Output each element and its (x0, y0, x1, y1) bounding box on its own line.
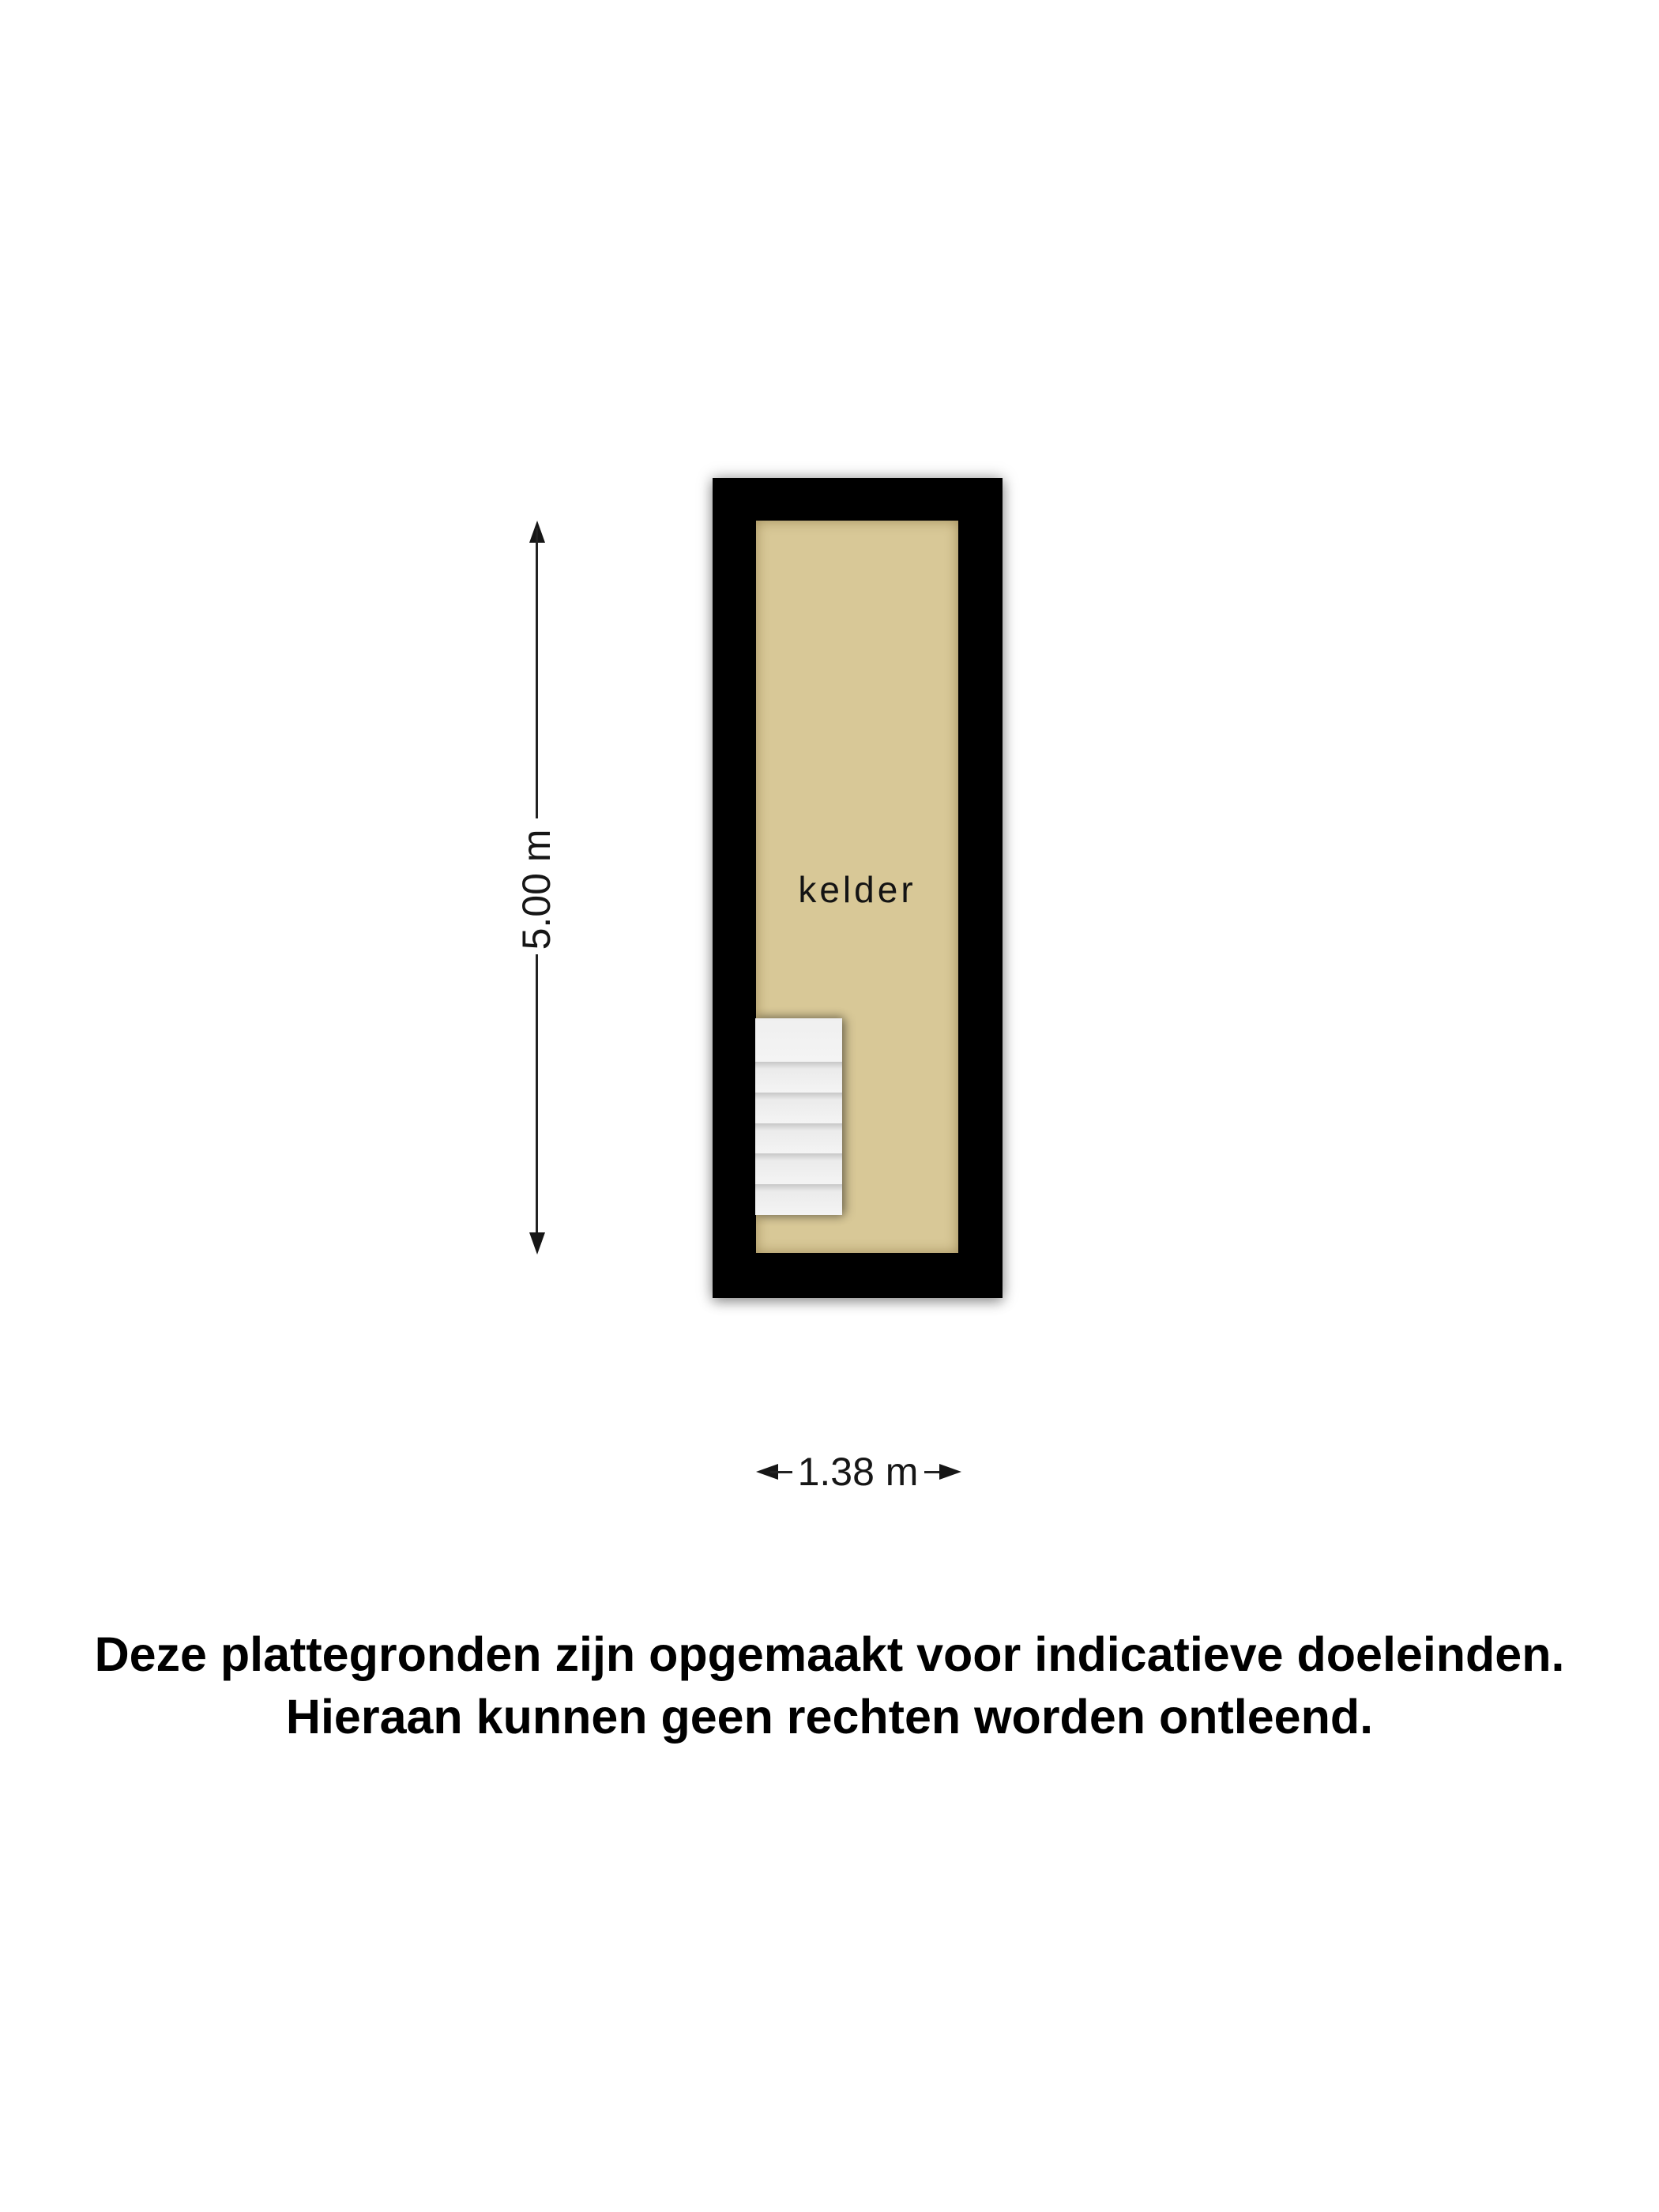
disclaimer-line-2: Hieraan kunnen geen rechten worden ontleend. (285, 1690, 1374, 1744)
dimension-line-horizontal-left (770, 1471, 792, 1473)
stair-step (755, 1018, 842, 1062)
stair-step (755, 1093, 842, 1123)
dimension-line-vertical-bottom (536, 954, 538, 1248)
stair-step (755, 1184, 842, 1215)
floor-plan-walls (713, 478, 1003, 1298)
disclaimer-line-1: Deze plattegronden zijn opgemaakt voor indicatieve doeleinden. (94, 1627, 1565, 1681)
room-kelder (756, 521, 958, 1253)
dimension-line-vertical-top (536, 528, 538, 818)
arrow-right-icon (939, 1464, 961, 1480)
stair-step (755, 1062, 842, 1093)
width-dimension-label: 1.38 m (797, 1450, 919, 1494)
stair-step (755, 1153, 842, 1184)
stair-step (755, 1123, 842, 1154)
height-dimension-label: 5.00 m (514, 829, 559, 950)
room-label: kelder (798, 869, 916, 910)
stairs (755, 1018, 842, 1215)
disclaimer (0, 1623, 1659, 1748)
arrow-down-icon (529, 1232, 545, 1255)
